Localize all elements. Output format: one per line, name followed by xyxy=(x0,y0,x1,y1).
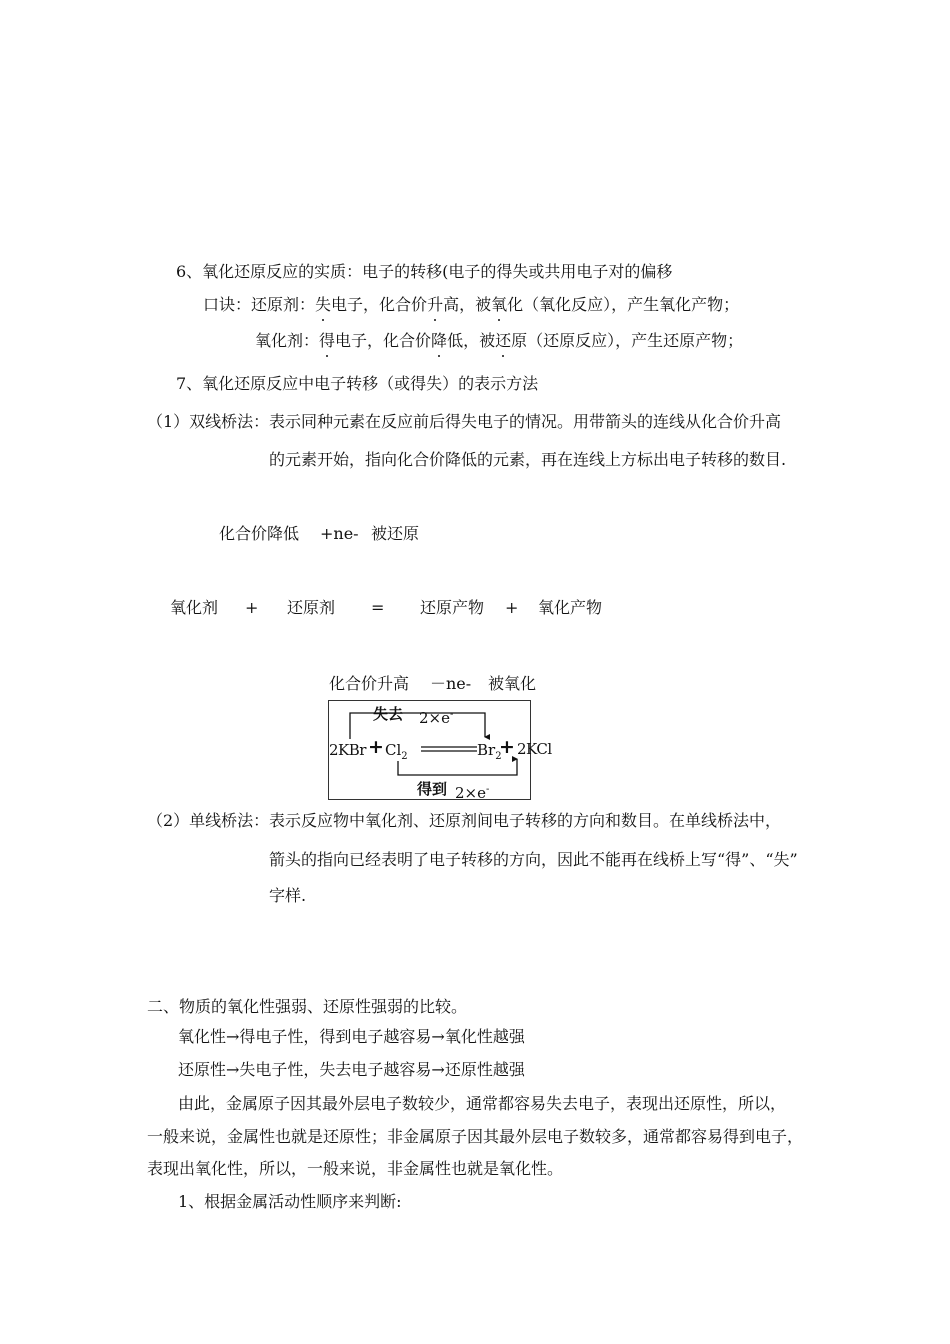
electron-charge: - xyxy=(450,709,454,720)
eq-plus: + xyxy=(245,598,259,617)
reactant-kbr: 2KBr xyxy=(329,741,366,759)
oxidizing-property-line: 氧化性→得电子性，得到电子越容易→氧化性越强 xyxy=(178,1027,525,1046)
paragraph-line-1: 由此，金属原子因其最外层电子数较少，通常都容易失去电子，表现出还原性，所以， xyxy=(178,1094,787,1113)
eq-reducer: 还原剂 xyxy=(287,598,336,617)
single-bridge-label: （2）单线桥法： xyxy=(147,811,270,830)
oxidizer-label: 氧化剂： xyxy=(255,331,320,350)
mnemonic-label: 口诀： xyxy=(203,295,252,314)
gain-amount xyxy=(455,780,489,803)
plus-sign: + xyxy=(499,736,515,758)
text-run: 低，被 xyxy=(447,331,496,350)
reactant-cl2 xyxy=(385,740,408,767)
lose-amount xyxy=(419,705,453,728)
eq-reduction-product: 还原产物 xyxy=(420,598,485,617)
lose-label: 失去 xyxy=(373,705,404,723)
emphasis-char: 得 xyxy=(319,331,336,350)
paragraph-line-2: 一般来说，金属性也就是还原性；非金属原子因其最外层电子数较多，通常都容易得到电子， xyxy=(147,1127,804,1146)
product-2kcl-text: 2KCl xyxy=(517,740,552,758)
reducer-label: 还原剂： xyxy=(251,295,316,314)
electron-charge: - xyxy=(486,784,490,795)
annot-gain-electrons: +ne- xyxy=(320,524,359,543)
product-br2 xyxy=(477,740,502,767)
double-bridge-text-2: 的元素开始，指向化合价降低的元素，再在连线上方标出电子转移的数目. xyxy=(269,450,787,469)
cl-symbol: Cl xyxy=(385,741,402,759)
single-bridge-text-1: 表示反应物中氧化剂、还原剂间电子转移的方向和数目。在单线桥法中， xyxy=(269,811,782,830)
text-run: 原（还原反应），产生还原产物； xyxy=(511,331,744,350)
text-run: 高，被 xyxy=(443,295,492,314)
annot-reduced: 被还原 xyxy=(371,524,420,543)
reducing-property-line: 还原性→失电子性，失去电子越容易→还原性越强 xyxy=(178,1060,525,1079)
emphasis-char: 失 xyxy=(315,295,332,314)
gain-amount-text: 2×e xyxy=(455,784,486,802)
eq-oxidation-product: 氧化产物 xyxy=(538,598,603,617)
double-bridge-text-1: 表示同种元素在反应前后得失电子的情况。用带箭头的连线从化合价升高 xyxy=(269,412,782,431)
double-bridge-label: （1）双线桥法： xyxy=(147,412,270,431)
subscript: 2 xyxy=(401,751,408,762)
section-2-title: 二、物质的氧化性强弱、还原性强弱的比较。 xyxy=(147,997,468,1016)
lose-amount-text: 2×e xyxy=(419,709,450,727)
br-symbol: Br xyxy=(477,741,496,759)
plus-sign: + xyxy=(368,736,384,758)
item-1: 1、根据金属活动性顺序来判断: xyxy=(178,1192,402,1211)
gain-label: 得到 xyxy=(417,780,448,798)
emphasis-char: 升 xyxy=(427,295,444,314)
eq-oxidizer: 氧化剂 xyxy=(170,598,219,617)
single-bridge-text-3: 字样. xyxy=(269,886,307,905)
mnemonic-reducer-line xyxy=(203,295,739,315)
text-run: 电子，化合价 xyxy=(331,295,428,314)
subscript: 2 xyxy=(495,751,502,762)
section-7-title: 7、氧化还原反应中电子转移（或得失）的表示方法 xyxy=(176,374,539,393)
annot-oxidized: 被氧化 xyxy=(488,674,537,693)
annot-lose-electrons: －ne- xyxy=(430,674,472,693)
electron-transfer-diagram xyxy=(328,700,531,800)
paragraph-line-3: 表现出氧化性，所以，一般来说，非金属性也就是氧化性。 xyxy=(147,1159,564,1178)
text-run: 电子，化合价 xyxy=(335,331,432,350)
emphasis-char: 降 xyxy=(431,331,448,350)
eq-plus: + xyxy=(505,598,519,617)
single-bridge-text-2: 箭头的指向已经表明了电子转移的方向，因此不能再在线桥上写“得”、“失” xyxy=(269,850,798,869)
emphasis-char: 氧 xyxy=(491,295,508,314)
annot-valence-decrease: 化合价降低 xyxy=(219,524,300,543)
text-run: 化（氧化反应），产生氧化产物； xyxy=(507,295,740,314)
emphasis-char: 还 xyxy=(495,331,512,350)
section-6-title: 6、氧化还原反应的实质：电子的转移(电子的得失或共用电子对的偏移 xyxy=(176,262,673,281)
mnemonic-oxidizer-line xyxy=(255,331,743,351)
eq-equals: = xyxy=(371,598,385,617)
annot-valence-increase: 化合价升高 xyxy=(329,674,410,693)
